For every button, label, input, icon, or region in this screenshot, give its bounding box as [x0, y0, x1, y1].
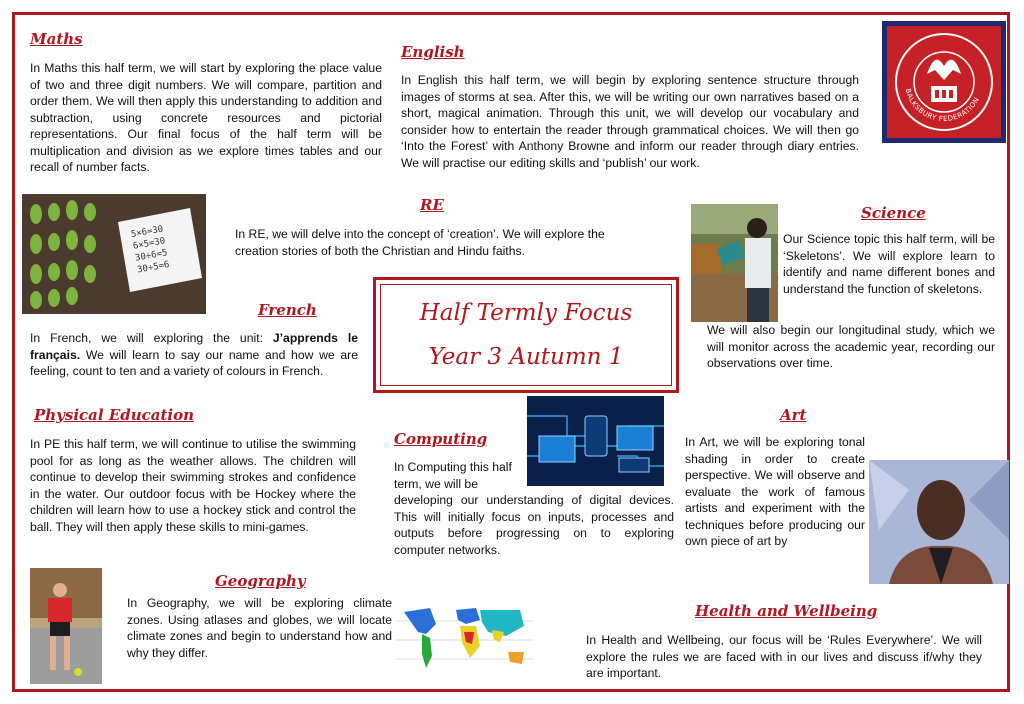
geography-text: In Geography, we will be exploring climate zones. Using atlases and globes, we will locate climate zones and begin to understand how and why they differ. — [127, 596, 392, 660]
federation-badge — [882, 21, 1006, 143]
title-box — [373, 277, 679, 393]
phoenix-logo-icon — [887, 26, 1001, 138]
french-unit-name: J’apprends le français. — [30, 331, 358, 362]
french-text — [30, 330, 358, 380]
child-gardening-icon — [691, 204, 778, 322]
computing-heading: Computing — [394, 430, 488, 448]
badge-text: BALKSBURY FEDERATION — [903, 87, 982, 124]
whiteboard-line: 30÷5=6 — [136, 259, 171, 276]
art-text: In Art, we will be exploring tonal shading in order to create perspective. We will observe and evaluate the work of famous artists and experiment with the techniques before producing our own piece of art by — [685, 435, 865, 548]
geography-photo — [30, 568, 102, 684]
whiteboard-line: 5×6=30 — [130, 224, 165, 241]
health-heading: Health and Wellbeing — [695, 602, 878, 620]
title-line-2: Year 3 Autumn 1 — [428, 344, 624, 370]
english-heading: English — [401, 43, 465, 61]
science-text-2: We will also begin our longitudinal study, which we will monitor across the academic year, recording our observations over time. — [707, 323, 995, 370]
art-heading: Art — [780, 406, 807, 424]
re-text: In RE, we will delve into the concept of ‘creation’. We will explore the creation stories of both the Christian and Hindu faiths. — [235, 227, 605, 258]
computing-text-2: developing our understanding of digital devices. This will initially focus on inputs, processes and outputs before progressing on to exploring computer networks. — [394, 493, 674, 557]
whiteboard-line: 30÷6=5 — [134, 248, 169, 264]
pe-heading: Physical Education — [34, 406, 195, 424]
french-text-pre: In French, we will exploring the unit: — [30, 331, 273, 345]
title-line-1: Half Termly Focus — [419, 300, 633, 326]
portrait-icon — [869, 460, 1009, 584]
english-text: In English this half term, we will begin by exploring sentence structure through images of storms at sea. After this, we will be writing our own narratives based on a short, magical animation. Through this unit, we will develop our vocabulary and consider how to entertain the reader through grammatical choices. We will then go ‘Into the Forest’ with Anthony Browne and inform our reader through diary entries. We will practise our editing skills and ‘publish’ our work. — [401, 73, 859, 170]
child-playing-icon — [30, 568, 102, 684]
health-text: In Health and Wellbeing, our focus will be ‘Rules Everywhere’. We will explore the rules we are faced with in our lives and discuss if/why they are important. — [586, 633, 982, 680]
digital-devices-icon — [527, 396, 664, 486]
world-map-icon — [396, 602, 533, 678]
science-photo — [691, 204, 778, 322]
artist-photo — [869, 460, 1009, 584]
leaves-photo — [22, 194, 206, 314]
climate-map — [396, 602, 533, 678]
pe-text: In PE this half term, we will continue to utilise the swimming pool for as long as the weather allows. The children will continue to develop their swimming strokes and confidence in the water. Our outdoor focus with be Hockey where the children will learn how to use a hockey stick and control the ball. They will then apply these skills to mini-games. — [30, 437, 356, 534]
french-heading: French — [258, 301, 317, 319]
leaf-icons — [22, 194, 206, 314]
computing-photo — [527, 396, 664, 486]
geography-heading: Geography — [215, 572, 306, 590]
maths-text: In Maths this half term, we will start by exploring the place value of two and three digit numbers. We will compare, partition and order them. We will then apply this understanding to addition and subtraction, using concrete resources and pictorial representations. Our final focus of the half term will be multiplication and division as we explore times tables and our recall of number facts. — [30, 61, 382, 174]
french-text-post: We will learn to say our name and how we are feeling, count to ten and a variety of colours in French. — [30, 347, 358, 378]
science-heading: Science — [861, 204, 926, 222]
whiteboard-line: 6×5=30 — [132, 236, 167, 252]
computing-text-1: In Computing this half term, we will be — [394, 460, 512, 491]
re-heading: RE — [420, 196, 444, 214]
maths-heading: Maths — [30, 30, 83, 48]
science-text-1: Our Science topic this half term, will be ‘Skeletons’. We will explore learn to identify and name different bones and understand the function of skeletons. — [783, 232, 995, 296]
